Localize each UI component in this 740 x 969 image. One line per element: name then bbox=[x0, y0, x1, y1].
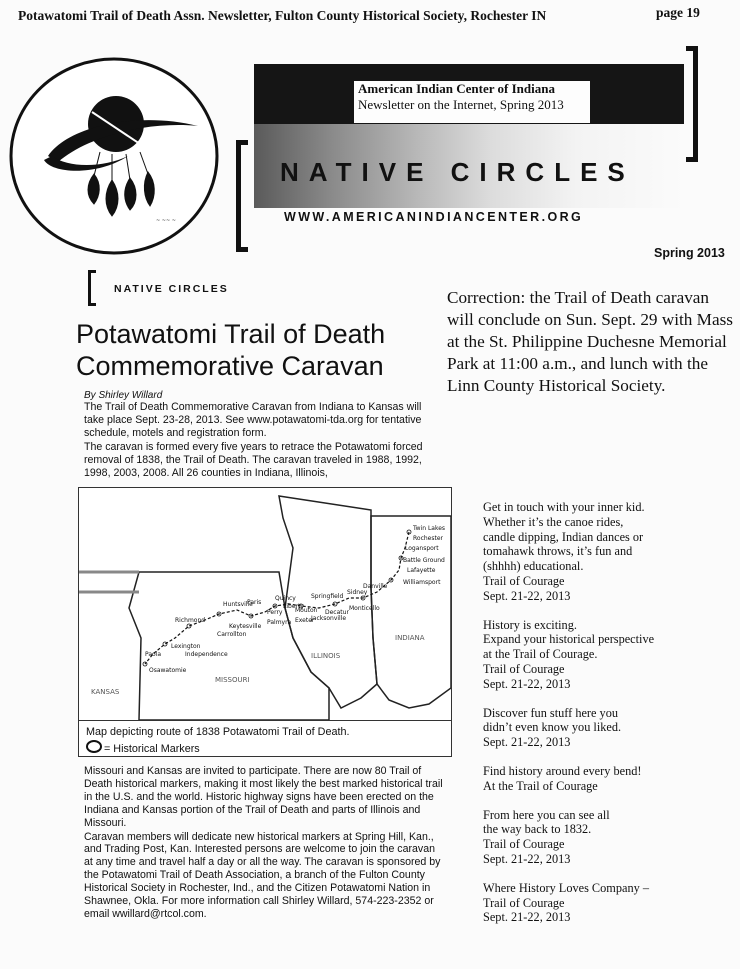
ad-line: at the Trail of Courage. bbox=[483, 647, 598, 662]
town-label: Quincy bbox=[275, 595, 296, 602]
article-title-line-1: Potawatomi Trail of Death bbox=[76, 319, 386, 349]
town-label: Lafayette bbox=[407, 567, 436, 574]
correction-note: Correction: the Trail of Death caravan will conclude on Sun. Sept. 29 with Mass at the St. Philippine Duchesne Memorial Park at 11:00 a.m., and lunch with the Linn County Historical Society. bbox=[447, 288, 733, 395]
town-label: Williamsport bbox=[403, 579, 441, 586]
article-continued bbox=[84, 765, 444, 922]
body-paragraph-2: Caravan members will dedicate new historical markers at Spring Hill, Kan., and Trading Post, Kan. Interested persons are welcome to join the caravan at any time and travel half a day or all the way. The caravan is sponsored by the Potawatomi Trail of Death Association, a branch of the Fulton County Historical Society in Rochester, Ind., and the Citizen Potawatomi Nation in Shawnee, Okla. For more information call Shirley Willard, 574-223-2352 or email wwillard@rtcol.com. bbox=[84, 830, 441, 920]
ad-line: Trail of Courage bbox=[483, 573, 565, 588]
body-paragraph-1: Missouri and Kansas are invited to participate. There are now 80 Trail of Death historical markers, making it most likely the best marked historical trail in the U.S. and the world. Historic highway signs have been erected on the Indiana and Kansas portion of the Trail of Death and parts of Illinois and Missouri. bbox=[84, 765, 443, 829]
map-caption bbox=[79, 720, 451, 756]
ad-block bbox=[483, 764, 733, 794]
town-label: Palmyra bbox=[267, 619, 292, 626]
ad-line: Get in touch with your inner kid. bbox=[483, 500, 645, 514]
town-label: Mouton bbox=[295, 607, 318, 614]
ad-block bbox=[483, 618, 733, 692]
ad-line: Whether it’s the canoe rides, bbox=[483, 514, 624, 529]
intro-paragraph-2: The caravan is formed every five years to retrace the Potawatomi forced removal of 1838, the Trail of Death. The caravan traveled in 1988, 1992, 1998, 2003, 2008. All 26 counties in Indiana, Illinois, bbox=[84, 441, 423, 480]
town-label: Rochester bbox=[413, 535, 443, 542]
town-label: Huntsville bbox=[223, 601, 253, 608]
state-label-missouri: MISSOURI bbox=[215, 676, 250, 684]
section-label: NATIVE CIRCLES bbox=[114, 283, 229, 295]
town-label: Richmond bbox=[175, 617, 206, 624]
state-label-illinois: ILLINOIS bbox=[311, 652, 341, 660]
ad-line: Find history around every bend! bbox=[483, 763, 642, 778]
intro-paragraph-1: The Trail of Death Commemorative Caravan from Indiana to Kansas will take place Sept. 23-28, 2013. See www.potawatomi-tda.org for tentative schedule, motels and registration form. bbox=[84, 401, 422, 440]
ad-block bbox=[483, 706, 733, 750]
trail-map-drawing bbox=[79, 488, 451, 720]
town-label: Keytesville bbox=[229, 623, 262, 630]
ad-line: Sept. 21-22, 2013 bbox=[483, 910, 571, 925]
right-bracket bbox=[686, 46, 698, 162]
ad-line: Trail of Courage bbox=[483, 661, 565, 676]
trail-of-courage-ads bbox=[483, 500, 733, 939]
ad-line: Trail of Courage bbox=[483, 837, 565, 852]
ad-line: Trail of Courage bbox=[483, 895, 565, 910]
town-label: Independence bbox=[185, 651, 228, 658]
left-bracket bbox=[236, 140, 248, 252]
town-label: Lexington bbox=[171, 643, 201, 650]
section-bracket bbox=[88, 270, 96, 306]
ad-line: History is exciting. bbox=[483, 617, 577, 632]
ad-block bbox=[483, 881, 733, 925]
ad-line: Expand your historical perspective bbox=[483, 632, 655, 647]
state-label-kansas: KANSAS bbox=[91, 688, 120, 696]
town-label: Carrollton bbox=[217, 631, 247, 638]
town-label: Perry bbox=[267, 609, 283, 616]
ad-line: (shhhh) educational. bbox=[483, 559, 584, 574]
ad-block bbox=[483, 500, 733, 604]
newsletter-url: WWW.AMERICANINDIANCENTER.ORG bbox=[284, 210, 584, 224]
ad-line: At the Trail of Courage bbox=[483, 778, 598, 793]
article-byline: By Shirley Willard bbox=[84, 390, 163, 401]
page-number: page 19 bbox=[656, 5, 700, 20]
ad-line: Where History Loves Company – bbox=[483, 880, 649, 895]
center-logo bbox=[8, 56, 220, 256]
newsletter-title: NATIVE CIRCLES bbox=[280, 157, 635, 187]
ad-line: Sept. 21-22, 2013 bbox=[483, 851, 571, 866]
article-title-line-2: Commemorative Caravan bbox=[76, 351, 384, 381]
map-legend-text: = Historical Markers bbox=[104, 743, 200, 755]
ad-line: tomahawk throws, it’s fun and bbox=[483, 544, 633, 559]
ad-line: the way back to 1832. bbox=[483, 822, 592, 837]
town-label: Paris bbox=[247, 599, 262, 606]
town-label: Decatur bbox=[325, 609, 349, 616]
trail-map bbox=[78, 487, 452, 757]
town-label: Twin Lakes bbox=[413, 525, 446, 532]
map-caption-line-2 bbox=[86, 740, 451, 757]
town-label: Monticello bbox=[349, 605, 380, 612]
illinois-outline bbox=[279, 496, 377, 708]
town-label: Danville bbox=[363, 583, 388, 590]
ad-line: Sept. 21-22, 2013 bbox=[483, 588, 571, 603]
logo-emblem-icon bbox=[8, 56, 220, 256]
banner-line-2: Newsletter on the Internet, Spring 2013 bbox=[358, 97, 564, 112]
town-label: Jacksonville bbox=[311, 615, 347, 622]
state-label-indiana: INDIANA bbox=[395, 634, 425, 642]
article-intro bbox=[84, 401, 438, 482]
town-label: Springfield bbox=[311, 593, 344, 600]
banner-line-1: American Indian Center of Indiana bbox=[358, 81, 555, 96]
town-label: Exeter bbox=[295, 617, 315, 624]
town-label: Paola bbox=[145, 651, 162, 658]
marker-circle-icon bbox=[86, 740, 102, 753]
town-label: Sidney bbox=[347, 589, 368, 596]
article-title bbox=[76, 318, 436, 382]
ad-block bbox=[483, 808, 733, 867]
ad-line: didn’t even know you liked. bbox=[483, 720, 622, 735]
banner-label bbox=[354, 81, 590, 123]
town-label: Battle Ground bbox=[403, 557, 445, 564]
map-caption-line-1: Map depicting route of 1838 Potawatomi Trail of Death. bbox=[86, 726, 350, 738]
page-header-title: Potawatomi Trail of Death Assn. Newsletter, Fulton County Historical Society, Rochester IN bbox=[18, 8, 547, 23]
issue-season: Spring 2013 bbox=[654, 246, 725, 260]
missouri-outline bbox=[129, 572, 329, 720]
svg-text:~ ~~ ~: ~ ~~ ~ bbox=[156, 218, 176, 224]
ad-line: Discover fun stuff here you bbox=[483, 705, 619, 720]
town-label: Liberty bbox=[283, 603, 304, 610]
ad-line: candle dipping, Indian dances or bbox=[483, 529, 644, 544]
ad-line: From here you can see all bbox=[483, 807, 610, 822]
town-label: Logansport bbox=[405, 545, 439, 552]
ad-line: Sept. 21-22, 2013 bbox=[483, 676, 571, 691]
town-label: Osawatomie bbox=[149, 667, 187, 674]
ad-line: Sept. 21-22, 2013 bbox=[483, 735, 571, 750]
